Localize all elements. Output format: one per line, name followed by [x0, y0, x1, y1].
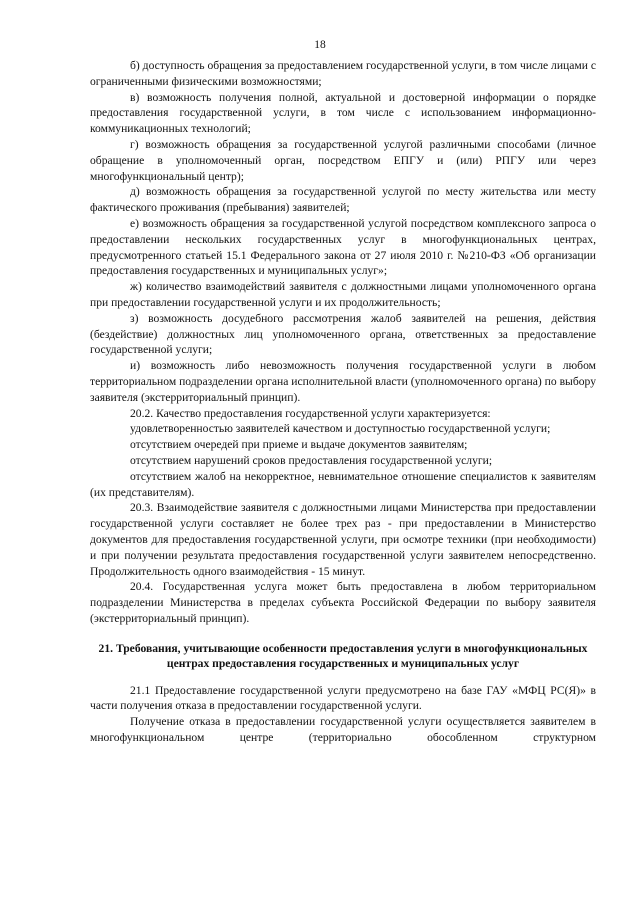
paragraph: е) возможность обращения за государственной услугой посредством комплексного запроса о предоставлении нескольких государственных услуг в многофункциональных центрах, предусмотренного статьей 15.1 Федерального закона от 27 июля 2010 г. №210-ФЗ «Об организации предоставления государственных и муниципальных услуг»;: [90, 216, 596, 278]
paragraph: отсутствием жалоб на некорректное, невнимательное отношение специалистов к заявителям (их представителям).: [90, 469, 596, 499]
paragraph: удовлетворенностью заявителей качеством и доступностью государственной услуги;: [130, 422, 551, 436]
paragraph: 21.1 Предоставление государственной услуги предусмотрено на базе ГАУ «МФЦ РС(Я)» в части получения отказа в предоставлении государственной услуги.: [90, 683, 596, 713]
paragraph: 20.4. Государственная услуга может быть предоставлена в любом территориальном подразделении Министерства в пределах субъекта Российской Федерации по выбору заявителя (экстерриториальный принцип).: [90, 580, 596, 625]
paragraph: Получение отказа в предоставлении государственной услуги осуществляется заявителем в многофункциональном центре (территориально обособленном структурном: [90, 715, 596, 745]
paragraph: в) возможность получения полной, актуальной и достоверной информации о порядке предоставления государственной услуги, в том числе с использованием информационно-коммуникационных технологий;: [90, 90, 596, 136]
paragraph: 20.2. Качество предоставления государственной услуги характеризуется:: [130, 406, 491, 420]
paragraph: ж) количество взаимодействий заявителя с должностными лицами уполномоченного органа при предоставлении государственной услуги и их продолжительность;: [90, 280, 596, 309]
section-heading: 21. Требования, учитывающие особенности предоставления услуги в многофункциональных центрах предоставления государственных и муниципальных услуг: [98, 641, 588, 670]
paragraph: б) доступность обращения за предоставлением государственной услуги, в том числе лицами с ограниченными физическими возможностями;: [90, 59, 596, 88]
paragraph: и) возможность либо невозможность получения государственной услуги в любом территориальном подразделении органа исполнительной власти (уполномоченного органа) по выбору заявителя (экстерриториальный принцип).: [90, 359, 596, 404]
paragraph: отсутствием нарушений сроков предоставления государственной услуги;: [130, 453, 493, 467]
paragraph: 20.3. Взаимодействие заявителя с должностными лицами Министерства при предоставлении государственной услуги составляет не более трех раз - при предоставлении в Министерство документов для предоставления государственной услуги, при осмотре техники (при необходимости) и при получении результата предоставления государственной услуги заявителем непосредственно. Продолжительность одного взаимодействия - 15 минут.: [90, 501, 596, 578]
paragraph: отсутствием очередей при приеме и выдаче документов заявителям;: [130, 438, 468, 452]
page-number: 18: [314, 39, 326, 51]
document-body: [90, 58, 596, 762]
paragraph: з) возможность досудебного рассмотрения жалоб заявителей на решения, действия (бездействие) должностных лиц уполномоченного органа, ответственных за предоставление государственной услуги;: [90, 311, 596, 357]
paragraph: г) возможность обращения за государственной услугой различными способами (личное обращение в уполномоченный орган, посредством ЕПГУ и (или) РПГУ или через многофункциональный центр);: [90, 137, 596, 183]
paragraph: д) возможность обращения за государственной услугой по месту жительства или месту фактического проживания (пребывания) заявителей;: [90, 185, 596, 215]
